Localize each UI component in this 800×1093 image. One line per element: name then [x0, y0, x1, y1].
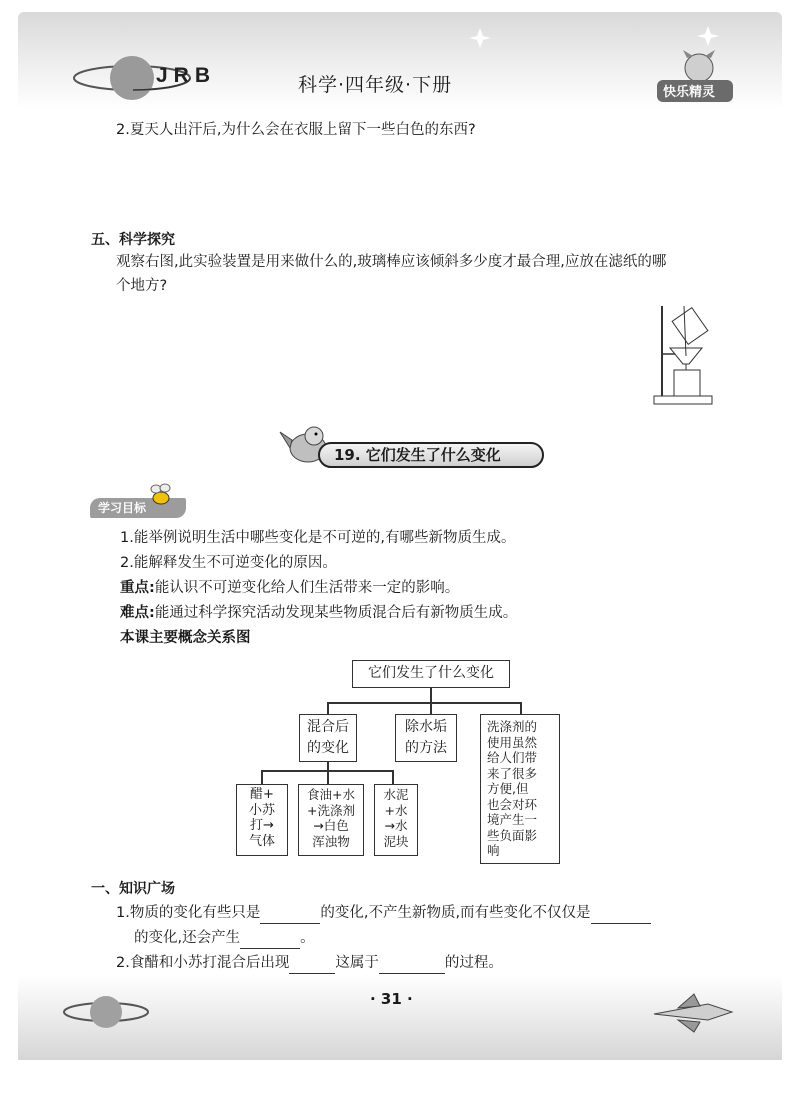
connector: [327, 770, 329, 784]
concept-root: 它们发生了什么变化: [352, 660, 510, 688]
branch-mix-line2: 的变化: [307, 740, 349, 756]
leaf-vinegar-line: 打→: [250, 818, 274, 833]
q1-blank-3[interactable]: [240, 928, 300, 949]
lesson-title: 19. 它们发生了什么变化: [318, 442, 544, 468]
key-point-text: 能认识不可逆变化给人们生活带来一定的影响。: [154, 580, 460, 596]
branch-mix-line1: 混合后: [307, 719, 349, 735]
q1-blank-2[interactable]: [591, 903, 651, 924]
leaf-vinegar-line: 醋+: [250, 787, 274, 802]
q1-text-a: 1.物质的变化有些只是: [116, 905, 261, 921]
connector: [430, 702, 432, 714]
book-title: 科学·四年级·下册: [298, 74, 453, 96]
detergent-line: 使用虽然: [487, 734, 538, 750]
q1-text-c: 的变化,还会产生: [134, 930, 241, 946]
q2-blank-1[interactable]: [289, 953, 335, 974]
detergent-line: 方便,但: [487, 781, 529, 796]
knowledge-q1-line1: [116, 903, 651, 924]
space-shuttle-icon: [648, 990, 738, 1036]
concept-map-title: 本课主要概念关系图: [120, 630, 251, 646]
concept-branch-mix: [299, 714, 357, 762]
detergent-line: 洗涤剂的: [487, 719, 538, 734]
concept-leaf-vinegar: [236, 784, 288, 856]
question-2-top: 2.夏天人出汗后,为什么会在衣服上留下一些白色的东西?: [116, 122, 476, 138]
difficulty-point: [120, 603, 517, 623]
detergent-line: 些负面影: [487, 827, 538, 843]
concept-branch-detergent: [480, 714, 560, 864]
mascot-logo: [655, 50, 735, 106]
section-5-title: 五、科学探究: [91, 232, 175, 248]
detergent-line: 响: [487, 843, 500, 858]
leaf-vinegar-line: 气体: [248, 833, 275, 849]
q2-text-a: 2.食醋和小苏打混合后出现: [116, 955, 290, 971]
planet-icon: [60, 988, 160, 1034]
leaf-oil-line: 食油+水: [307, 787, 355, 802]
filtration-apparatus-illustration: [640, 300, 720, 410]
objective-1: 1.能举例说明生活中哪些变化是不可逆的,有哪些新物质生成。: [120, 530, 516, 546]
concept-leaf-oil: [298, 784, 364, 856]
detergent-line: 也会对环: [487, 796, 538, 812]
difficulty-label: 难点:: [120, 605, 155, 621]
leaf-oil-line: 浑浊物: [312, 833, 350, 849]
detergent-line: 来了很多: [487, 765, 538, 781]
leaf-cement-line: 水泥: [383, 787, 409, 802]
concept-leaf-cement: [374, 784, 418, 856]
branch-descaling-line2: 的方法: [405, 740, 447, 756]
page-number: · 31 ·: [370, 990, 413, 1008]
svg-text:快乐精灵: 快乐精灵: [663, 85, 716, 100]
connector: [520, 702, 522, 714]
q1-blank-1[interactable]: [260, 903, 320, 924]
leaf-cement-line: 泥块: [383, 833, 409, 849]
connector: [261, 770, 263, 784]
concept-branch-descaling: [395, 714, 457, 762]
detergent-line: 境产生一: [487, 812, 538, 827]
brand-name: JRB: [156, 64, 217, 87]
leaf-vinegar-line: 小苏: [248, 802, 275, 818]
q1-text-d: 。: [300, 930, 315, 946]
branch-descaling-line1: 除水垢: [405, 719, 447, 735]
connector: [430, 688, 432, 702]
section-5-text-line1: 观察右图,此实验装置是用来做什么的,玻璃棒应该倾斜多少度才最合理,应放在滤纸的哪: [116, 254, 667, 270]
connector: [327, 762, 329, 770]
bee-icon: [146, 480, 176, 510]
q2-blank-2[interactable]: [379, 953, 445, 974]
leaf-oil-line: →白色: [313, 818, 349, 833]
section-5-text-line2: 个地方?: [116, 278, 168, 294]
difficulty-text: 能通过科学探究活动发现某些物质混合后有新物质生成。: [154, 605, 518, 621]
leaf-cement-line: +水: [384, 802, 408, 818]
knowledge-q2: [116, 953, 503, 974]
objective-2: 2.能解释发生不可逆变化的原因。: [120, 555, 337, 571]
connector: [327, 702, 520, 704]
leaf-cement-line: →水: [384, 818, 408, 833]
q2-text-c: 的过程。: [444, 955, 503, 971]
section-1-title: 一、知识广场: [91, 881, 175, 897]
knowledge-q1-line2: [134, 928, 315, 949]
connector: [392, 770, 394, 784]
connector: [327, 702, 329, 714]
q1-text-b: 的变化,不产生新物质,而有些变化不仅仅是: [320, 905, 591, 921]
detergent-line: 给人们带: [487, 750, 538, 765]
q2-text-b: 这属于: [335, 955, 379, 971]
key-point: [120, 578, 459, 598]
objectives-label: 学习目标: [90, 498, 186, 518]
key-point-label: 重点:: [120, 580, 155, 596]
leaf-oil-line: +洗涤剂: [307, 802, 355, 818]
